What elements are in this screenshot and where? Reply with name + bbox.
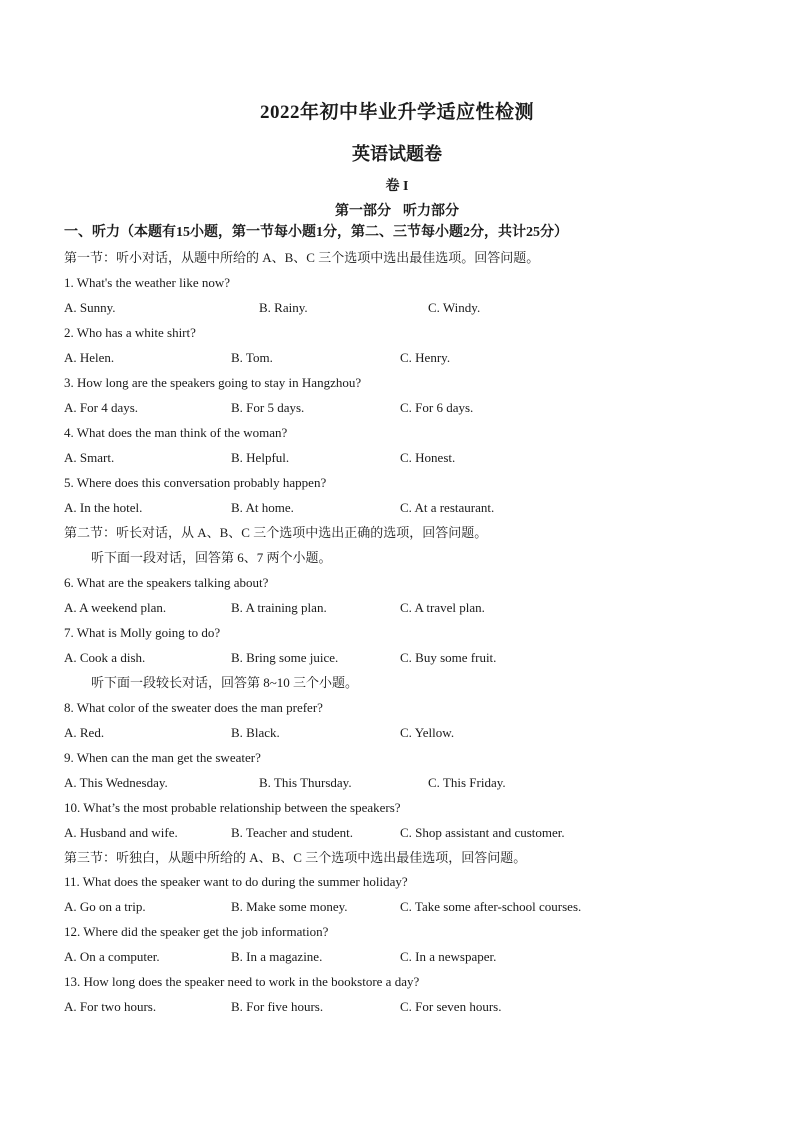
- part-label: 第一部分: [335, 204, 391, 219]
- volume-label: 卷 I: [385, 179, 409, 194]
- question-stem: 1. What's the weather like now?: [64, 275, 230, 290]
- option-b: B. In a magazine.: [231, 949, 323, 964]
- option-b: B. Teacher and student.: [231, 825, 353, 840]
- option-a: A. On a computer.: [64, 949, 160, 964]
- question-stem: 13. How long does the speaker need to work in the bookstore a day?: [64, 974, 420, 989]
- option-c: C. Take some after-school courses.: [400, 899, 582, 914]
- option-a: A. Sunny.: [64, 300, 116, 315]
- option-b: B. A training plan.: [231, 600, 327, 615]
- option-c: C. This Friday.: [428, 775, 506, 790]
- option-a: A. This Wednesday.: [64, 775, 168, 790]
- question-stem: 3. How long are the speakers going to stay in Hangzhou?: [64, 375, 362, 390]
- question-stem: 11. What does the speaker want to do during the summer holiday?: [64, 874, 408, 889]
- section-heading: 一、听力（本题有15小题，第一节每小题1分，第二、三节每小题2分，共计25分）: [64, 225, 568, 240]
- question-stem: 8. What color of the sweater does the man prefer?: [64, 700, 323, 715]
- question-stem: 10. What’s the most probable relationship between the speakers?: [64, 800, 401, 815]
- option-c: C. Honest.: [400, 450, 456, 465]
- question-stem: 7. What is Molly going to do?: [64, 625, 221, 640]
- question-stem: 2. Who has a white shirt?: [64, 325, 196, 340]
- option-b: B. This Thursday.: [259, 775, 352, 790]
- option-a: A. A weekend plan.: [64, 600, 167, 615]
- option-a: A. Go on a trip.: [64, 899, 146, 914]
- option-c: C. Yellow.: [400, 725, 455, 740]
- option-c: C. At a restaurant.: [400, 500, 495, 515]
- section2-note: 听下面一段对话，回答第 6、7 两个小题。: [91, 550, 332, 565]
- option-a: A. In the hotel.: [64, 500, 143, 515]
- option-c: C. In a newspaper.: [400, 949, 497, 964]
- part-name: 听力部分: [403, 204, 459, 219]
- section3-instruction: 第三节：听独白，从题中所给的 A、B、C 三个选项中选出最佳选项，回答问题。: [64, 850, 527, 865]
- option-b: B. Tom.: [231, 350, 273, 365]
- option-c: C. A travel plan.: [400, 600, 485, 615]
- option-a: A. For 4 days.: [64, 400, 139, 415]
- option-a: A. Red.: [64, 725, 105, 740]
- option-b: B. At home.: [231, 500, 294, 515]
- section2-instruction: 第二节：听长对话，从 A、B、C 三个选项中选出正确的选项，回答问题。: [64, 525, 488, 540]
- option-c: C. Shop assistant and customer.: [400, 825, 565, 840]
- option-b: B. Bring some juice.: [231, 650, 339, 665]
- question-stem: 5. Where does this conversation probably happen?: [64, 475, 327, 490]
- option-a: A. For two hours.: [64, 999, 157, 1014]
- option-a: A. Helen.: [64, 350, 115, 365]
- question-stem: 4. What does the man think of the woman?: [64, 425, 288, 440]
- option-a: A. Husband and wife.: [64, 825, 178, 840]
- option-b: B. Black.: [231, 725, 280, 740]
- section2-note: 听下面一段较长对话，回答第 8~10 三个小题。: [91, 675, 359, 690]
- part-heading: [0, 200, 794, 220]
- paper-subtitle: 英语试题卷: [352, 144, 442, 164]
- option-c: C. For 6 days.: [400, 400, 474, 415]
- section1-instruction: 第一节：听小对话，从题中所给的 A、B、C 三个选项中选出最佳选项。回答问题。: [64, 250, 540, 265]
- option-b: B. Rainy.: [259, 300, 308, 315]
- option-b: B. For five hours.: [231, 999, 324, 1014]
- exam-title: 2022年初中毕业升学适应性检测: [259, 102, 534, 123]
- question-stem: 9. When can the man get the sweater?: [64, 750, 261, 765]
- option-b: B. Helpful.: [231, 450, 290, 465]
- option-c: C. Henry.: [400, 350, 451, 365]
- question-stem: 12. Where did the speaker get the job information?: [64, 924, 329, 939]
- question-stem: 6. What are the speakers talking about?: [64, 575, 269, 590]
- option-a: A. Cook a dish.: [64, 650, 146, 665]
- option-a: A. Smart.: [64, 450, 115, 465]
- option-c: C. Windy.: [428, 300, 481, 315]
- option-b: B. Make some money.: [231, 899, 348, 914]
- option-c: C. Buy some fruit.: [400, 650, 497, 665]
- option-c: C. For seven hours.: [400, 999, 502, 1014]
- option-b: B. For 5 days.: [231, 400, 305, 415]
